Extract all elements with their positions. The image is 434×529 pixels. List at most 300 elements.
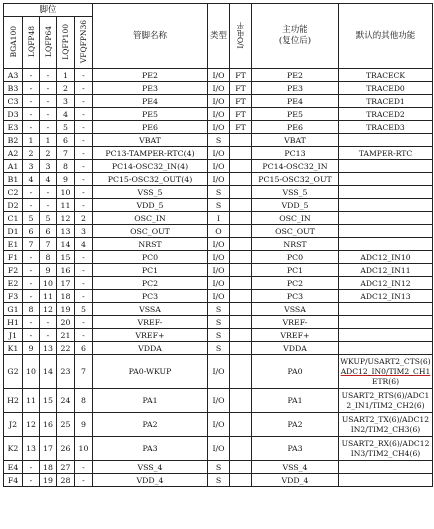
lqfp48-cell: 6 — [23, 225, 40, 238]
lqfp64-cell: - — [40, 199, 57, 212]
bga-cell: B3 — [4, 82, 23, 95]
pin-type-cell: S — [208, 474, 230, 487]
bga-cell: C2 — [4, 186, 23, 199]
alt-function-line: TRACED2 — [366, 109, 405, 119]
pin-name-cell: VSS_4 — [93, 461, 208, 474]
lqfp100-cell: 13 — [57, 225, 75, 238]
lqfp100-cell: 8 — [57, 160, 75, 173]
io-level-cell — [230, 173, 252, 186]
main-function-cell: PA3 — [252, 437, 339, 461]
io-level-cell — [230, 277, 252, 290]
alt-function-cell — [339, 290, 433, 303]
pin-type-cell: I/O — [208, 108, 230, 121]
pin-type-cell: S — [208, 461, 230, 474]
pin-name-cell: PA3 — [93, 437, 208, 461]
pin-group-header: 脚位 — [4, 4, 93, 17]
bga-cell: F3 — [4, 290, 23, 303]
lqfp48-cell: - — [23, 95, 40, 108]
alt-function-line: USART2_RTS(6)/ADC1 — [341, 390, 430, 400]
pin-type-cell: S — [208, 316, 230, 329]
main-function-cell: VSSA — [252, 303, 339, 316]
bga-cell: G1 — [4, 303, 23, 316]
pin-name-cell: PC2 — [93, 277, 208, 290]
package-header-lqfp100: LQFP100 — [57, 17, 75, 69]
pin-table-body — [4, 69, 433, 487]
alt-function-line: ADC12_IN13 — [360, 291, 411, 301]
table-row — [4, 147, 433, 160]
io-level-cell — [230, 225, 252, 238]
main-function-cell: VBAT — [252, 134, 339, 147]
lqfp64-cell: - — [40, 121, 57, 134]
lqfp100-cell: 16 — [57, 264, 75, 277]
lqfp64-cell: 3 — [40, 160, 57, 173]
lqfp100-cell: 26 — [57, 437, 75, 461]
main-function-cell: VSS_5 — [252, 186, 339, 199]
pin-type-cell: I/O — [208, 389, 230, 413]
io-level-cell — [230, 474, 252, 487]
bga-cell: H1 — [4, 316, 23, 329]
vfqfpn36-cell: 5 — [75, 303, 93, 316]
io-level-cell: FT — [230, 69, 252, 82]
alt-function-line: ADC12_IN10 — [360, 252, 411, 262]
lqfp100-cell: 18 — [57, 290, 75, 303]
io-level-cell — [230, 147, 252, 160]
alt-function-line: USART2_RX(6)/ADC12 — [341, 438, 430, 448]
alt-function-line: IN2/TIM2_CH3(6) — [350, 424, 421, 434]
pin-name-cell: VSSA — [93, 303, 208, 316]
vfqfpn36-cell: - — [75, 290, 93, 303]
lqfp48-cell: - — [23, 316, 40, 329]
lqfp48-cell: - — [23, 474, 40, 487]
pin-name-cell: PE3 — [93, 82, 208, 95]
vfqfpn36-cell: - — [75, 82, 93, 95]
io-level-cell — [230, 389, 252, 413]
vfqfpn36-cell: - — [75, 95, 93, 108]
alt-function-line: WKUP/USART2_CTS(6) — [340, 356, 431, 366]
lqfp48-cell: - — [23, 251, 40, 264]
pin-type-cell: I/O — [208, 238, 230, 251]
lqfp64-cell: 2 — [40, 147, 57, 160]
pin-type-cell: S — [208, 134, 230, 147]
io-level-cell — [230, 199, 252, 212]
lqfp100-cell: 6 — [57, 134, 75, 147]
bga-cell: C1 — [4, 212, 23, 225]
lqfp64-cell: 13 — [40, 342, 57, 355]
bga-cell: K2 — [4, 437, 23, 461]
pin-name-cell: VREF- — [93, 316, 208, 329]
lqfp100-cell: 17 — [57, 277, 75, 290]
pin-name-cell: PC13-TAMPER-RTC(4) — [93, 147, 208, 160]
vfqfpn36-cell: - — [75, 160, 93, 173]
alt-function-line: ADC12_IN11 — [360, 265, 411, 275]
pin-type-cell: I/O — [208, 251, 230, 264]
io-level-cell — [230, 461, 252, 474]
table-row — [4, 342, 433, 355]
table-row — [4, 303, 433, 316]
table-row — [4, 199, 433, 212]
alt-function-cell — [339, 342, 433, 355]
lqfp64-cell: - — [40, 69, 57, 82]
bga-cell: C3 — [4, 95, 23, 108]
pin-type-cell: S — [208, 199, 230, 212]
pin-type-cell: I/O — [208, 413, 230, 437]
alt-function-cell — [339, 251, 433, 264]
vfqfpn36-cell: - — [75, 69, 93, 82]
alt-function-cell — [339, 355, 433, 389]
pin-name-cell: PA0-WKUP — [93, 355, 208, 389]
io-level-cell — [230, 212, 252, 225]
pin-name-header: 管脚名称 — [93, 4, 208, 69]
alt-function-cell — [339, 134, 433, 147]
main-function-cell: OSC_IN — [252, 212, 339, 225]
table-row — [4, 82, 433, 95]
pin-name-cell: PC0 — [93, 251, 208, 264]
table-row — [4, 437, 433, 461]
lqfp64-cell: - — [40, 82, 57, 95]
lqfp48-cell: - — [23, 69, 40, 82]
lqfp100-cell: 1 — [57, 69, 75, 82]
package-header-lqfp48: LQFP48 — [23, 17, 40, 69]
lqfp100-cell: 11 — [57, 199, 75, 212]
alt-function-line: TRACED0 — [366, 83, 405, 93]
bga-cell: J1 — [4, 329, 23, 342]
vfqfpn36-cell: - — [75, 264, 93, 277]
alt-function-line: USART2_TX(6)/ADC12 — [341, 414, 430, 424]
bga-cell: E2 — [4, 277, 23, 290]
alt-function-line: ETR(6) — [371, 376, 400, 386]
alt-function-line: TRACECK — [365, 70, 406, 80]
lqfp48-cell: 5 — [23, 212, 40, 225]
pin-type-cell: I/O — [208, 264, 230, 277]
alt-function-cell — [339, 277, 433, 290]
vfqfpn36-cell: - — [75, 277, 93, 290]
io-level-cell: FT — [230, 95, 252, 108]
pin-type-cell: S — [208, 342, 230, 355]
alt-function-cell — [339, 160, 433, 173]
vfqfpn36-cell: - — [75, 329, 93, 342]
vfqfpn36-cell: 10 — [75, 437, 93, 461]
alt-function-cell — [339, 389, 433, 413]
table-row — [4, 173, 433, 186]
io-level-cell: FT — [230, 108, 252, 121]
main-function-cell: VDD_5 — [252, 199, 339, 212]
table-row — [4, 389, 433, 413]
alt-function-header: 默认的其他功能 — [339, 4, 433, 69]
main-function-cell: PC13 — [252, 147, 339, 160]
table-row — [4, 95, 433, 108]
io-level-cell: FT — [230, 82, 252, 95]
lqfp64-cell: - — [40, 316, 57, 329]
lqfp48-cell: 3 — [23, 160, 40, 173]
lqfp100-cell: 4 — [57, 108, 75, 121]
lqfp64-cell: 10 — [40, 277, 57, 290]
alt-function-line: ADC12_IN12 — [360, 278, 411, 288]
io-level-cell — [230, 355, 252, 389]
pin-name-cell: VDDA — [93, 342, 208, 355]
package-header-vfqfpn36: VFQFPN36 — [75, 17, 93, 69]
main-function-cell: PC2 — [252, 277, 339, 290]
bga-cell: F1 — [4, 251, 23, 264]
main-function-cell: VREF- — [252, 316, 339, 329]
pin-type-cell: S — [208, 186, 230, 199]
alt-function-cell — [339, 121, 433, 134]
table-row — [4, 69, 433, 82]
alt-function-cell — [339, 474, 433, 487]
alt-function-cell — [339, 186, 433, 199]
vfqfpn36-cell: - — [75, 316, 93, 329]
table-row — [4, 212, 433, 225]
io-level-cell — [230, 160, 252, 173]
lqfp48-cell: - — [23, 290, 40, 303]
io-level-cell — [230, 303, 252, 316]
lqfp48-cell: - — [23, 264, 40, 277]
main-function-cell: NRST — [252, 238, 339, 251]
vfqfpn36-cell: - — [75, 173, 93, 186]
table-row — [4, 186, 433, 199]
pin-type-cell: I/O — [208, 437, 230, 461]
main-function-cell: PC1 — [252, 264, 339, 277]
table-row — [4, 329, 433, 342]
vfqfpn36-cell: - — [75, 474, 93, 487]
io-level-cell — [230, 437, 252, 461]
lqfp100-cell: 20 — [57, 316, 75, 329]
alt-function-line: ADC12_IN0/TIM2_CH1 — [340, 366, 431, 376]
io-level-cell — [230, 342, 252, 355]
io-level-cell — [230, 251, 252, 264]
main-function-cell: PA1 — [252, 389, 339, 413]
main-function-cell: OSC_OUT — [252, 225, 339, 238]
vfqfpn36-cell: - — [75, 199, 93, 212]
lqfp64-cell: 18 — [40, 461, 57, 474]
bga-cell: F4 — [4, 474, 23, 487]
lqfp48-cell: 11 — [23, 389, 40, 413]
pin-name-cell: VDD_5 — [93, 199, 208, 212]
lqfp64-cell: 9 — [40, 264, 57, 277]
pin-type-cell: I/O — [208, 355, 230, 389]
table-row — [4, 277, 433, 290]
lqfp64-cell: 19 — [40, 474, 57, 487]
lqfp64-cell: 4 — [40, 173, 57, 186]
pin-type-cell: I/O — [208, 173, 230, 186]
pin-type-cell: I — [208, 212, 230, 225]
lqfp48-cell: - — [23, 186, 40, 199]
bga-cell: E1 — [4, 238, 23, 251]
main-function-cell: PE2 — [252, 69, 339, 82]
alt-function-line: IN3/TIM2_CH4(6) — [350, 448, 421, 458]
pin-name-cell: VSS_5 — [93, 186, 208, 199]
lqfp100-cell: 22 — [57, 342, 75, 355]
lqfp100-cell: 2 — [57, 82, 75, 95]
pin-name-cell: VREF+ — [93, 329, 208, 342]
pin-name-cell: PC1 — [93, 264, 208, 277]
bga-cell: J2 — [4, 413, 23, 437]
io-level-cell — [230, 264, 252, 277]
bga-cell: F2 — [4, 264, 23, 277]
lqfp100-cell: 19 — [57, 303, 75, 316]
alt-function-line: 2_IN1/TIM2_CH2(6) — [346, 400, 425, 410]
pin-name-cell: PC14-OSC32_IN(4) — [93, 160, 208, 173]
main-function-cell: VREF+ — [252, 329, 339, 342]
alt-function-cell — [339, 461, 433, 474]
lqfp64-cell: - — [40, 186, 57, 199]
lqfp48-cell: 1 — [23, 134, 40, 147]
bga-cell: A3 — [4, 69, 23, 82]
lqfp64-cell: 1 — [40, 134, 57, 147]
lqfp64-cell: 5 — [40, 212, 57, 225]
pin-name-cell: PE2 — [93, 69, 208, 82]
alt-function-cell — [339, 437, 433, 461]
table-row — [4, 238, 433, 251]
vfqfpn36-cell: 4 — [75, 238, 93, 251]
vfqfpn36-cell: 2 — [75, 212, 93, 225]
main-function-cell: VSS_4 — [252, 461, 339, 474]
lqfp64-cell: 11 — [40, 290, 57, 303]
pin-name-cell: VDD_4 — [93, 474, 208, 487]
lqfp48-cell: - — [23, 199, 40, 212]
pin-name-cell: PC3 — [93, 290, 208, 303]
lqfp64-cell: 16 — [40, 413, 57, 437]
lqfp100-cell: 5 — [57, 121, 75, 134]
pin-type-cell: I/O — [208, 69, 230, 82]
table-row — [4, 474, 433, 487]
bga-cell: B2 — [4, 134, 23, 147]
alt-function-line: TRACED3 — [366, 122, 405, 132]
lqfp64-cell: 14 — [40, 355, 57, 389]
main-function-cell: PC15-OSC32_OUT — [252, 173, 339, 186]
pin-name-cell: OSC_IN — [93, 212, 208, 225]
main-function-cell: PE4 — [252, 95, 339, 108]
vfqfpn36-cell: - — [75, 461, 93, 474]
alt-function-cell — [339, 69, 433, 82]
vfqfpn36-cell: 8 — [75, 389, 93, 413]
pin-type-cell: S — [208, 303, 230, 316]
pin-name-cell: PE6 — [93, 121, 208, 134]
table-row — [4, 413, 433, 437]
lqfp64-cell: 17 — [40, 437, 57, 461]
alt-function-cell — [339, 316, 433, 329]
pin-type-cell: I/O — [208, 95, 230, 108]
lqfp48-cell: 13 — [23, 437, 40, 461]
lqfp100-cell: 23 — [57, 355, 75, 389]
pin-definition-table — [3, 3, 433, 487]
bga-cell: A1 — [4, 160, 23, 173]
lqfp100-cell: 12 — [57, 212, 75, 225]
pin-name-cell: OSC_OUT — [93, 225, 208, 238]
lqfp64-cell: - — [40, 108, 57, 121]
table-row — [4, 225, 433, 238]
pin-name-cell: NRST — [93, 238, 208, 251]
type-header: 类型 — [208, 4, 230, 69]
lqfp100-cell: 14 — [57, 238, 75, 251]
lqfp64-cell: 8 — [40, 251, 57, 264]
bga-cell: D3 — [4, 108, 23, 121]
alt-function-cell — [339, 225, 433, 238]
main-function-cell: PE3 — [252, 82, 339, 95]
pin-name-cell: PA2 — [93, 413, 208, 437]
lqfp48-cell: 9 — [23, 342, 40, 355]
main-function-cell: PC3 — [252, 290, 339, 303]
pin-type-cell: I/O — [208, 160, 230, 173]
vfqfpn36-cell: - — [75, 121, 93, 134]
pin-type-cell: I/O — [208, 121, 230, 134]
pin-name-cell: PE5 — [93, 108, 208, 121]
lqfp48-cell: 10 — [23, 355, 40, 389]
lqfp48-cell: 12 — [23, 413, 40, 437]
lqfp100-cell: 27 — [57, 461, 75, 474]
io-level-cell — [230, 186, 252, 199]
main-function-cell: PA2 — [252, 413, 339, 437]
pin-type-cell: I/O — [208, 82, 230, 95]
lqfp48-cell: 4 — [23, 173, 40, 186]
alt-function-cell — [339, 199, 433, 212]
lqfp100-cell: 7 — [57, 147, 75, 160]
table-row — [4, 121, 433, 134]
table-row — [4, 108, 433, 121]
table-row — [4, 290, 433, 303]
lqfp100-cell: 28 — [57, 474, 75, 487]
table-row — [4, 461, 433, 474]
main-function-cell: PC14-OSC32_IN — [252, 160, 339, 173]
alt-function-line: TAMPER-RTC — [358, 148, 413, 158]
alt-function-cell — [339, 238, 433, 251]
lqfp100-cell: 9 — [57, 173, 75, 186]
main-function-cell: VDDA — [252, 342, 339, 355]
alt-function-cell — [339, 212, 433, 225]
lqfp100-cell: 15 — [57, 251, 75, 264]
lqfp48-cell: - — [23, 108, 40, 121]
package-header-bga100: BGA100 — [4, 17, 23, 69]
alt-function-cell — [339, 329, 433, 342]
io-level-cell — [230, 413, 252, 437]
vfqfpn36-cell: 6 — [75, 342, 93, 355]
alt-function-line: TRACED1 — [366, 96, 405, 106]
lqfp100-cell: 25 — [57, 413, 75, 437]
lqfp100-cell: 21 — [57, 329, 75, 342]
lqfp48-cell: 7 — [23, 238, 40, 251]
main-function-cell: PA0 — [252, 355, 339, 389]
lqfp48-cell: 8 — [23, 303, 40, 316]
lqfp48-cell: 2 — [23, 147, 40, 160]
io-level-cell — [230, 329, 252, 342]
alt-function-cell — [339, 82, 433, 95]
pin-type-cell: I/O — [208, 277, 230, 290]
io-level-header: I/O电平 — [230, 4, 252, 69]
main-function-cell: PE5 — [252, 108, 339, 121]
main-function-header: 主功能 (复位后) — [252, 4, 339, 69]
package-header-lqfp64: LQFP64 — [40, 17, 57, 69]
lqfp64-cell: 6 — [40, 225, 57, 238]
bga-cell: B1 — [4, 173, 23, 186]
vfqfpn36-cell: 3 — [75, 225, 93, 238]
bga-cell: A2 — [4, 147, 23, 160]
bga-cell: E3 — [4, 121, 23, 134]
bga-cell: G2 — [4, 355, 23, 389]
lqfp48-cell: - — [23, 121, 40, 134]
lqfp100-cell: 3 — [57, 95, 75, 108]
pin-name-cell: PA1 — [93, 389, 208, 413]
vfqfpn36-cell: - — [75, 147, 93, 160]
lqfp64-cell: 7 — [40, 238, 57, 251]
pin-type-cell: I/O — [208, 290, 230, 303]
table-row — [4, 160, 433, 173]
lqfp100-cell: 24 — [57, 389, 75, 413]
alt-function-cell — [339, 303, 433, 316]
lqfp64-cell: 12 — [40, 303, 57, 316]
vfqfpn36-cell: - — [75, 186, 93, 199]
pin-name-cell: PC15-OSC32_OUT(4) — [93, 173, 208, 186]
alt-function-cell — [339, 147, 433, 160]
pin-name-cell: VBAT — [93, 134, 208, 147]
